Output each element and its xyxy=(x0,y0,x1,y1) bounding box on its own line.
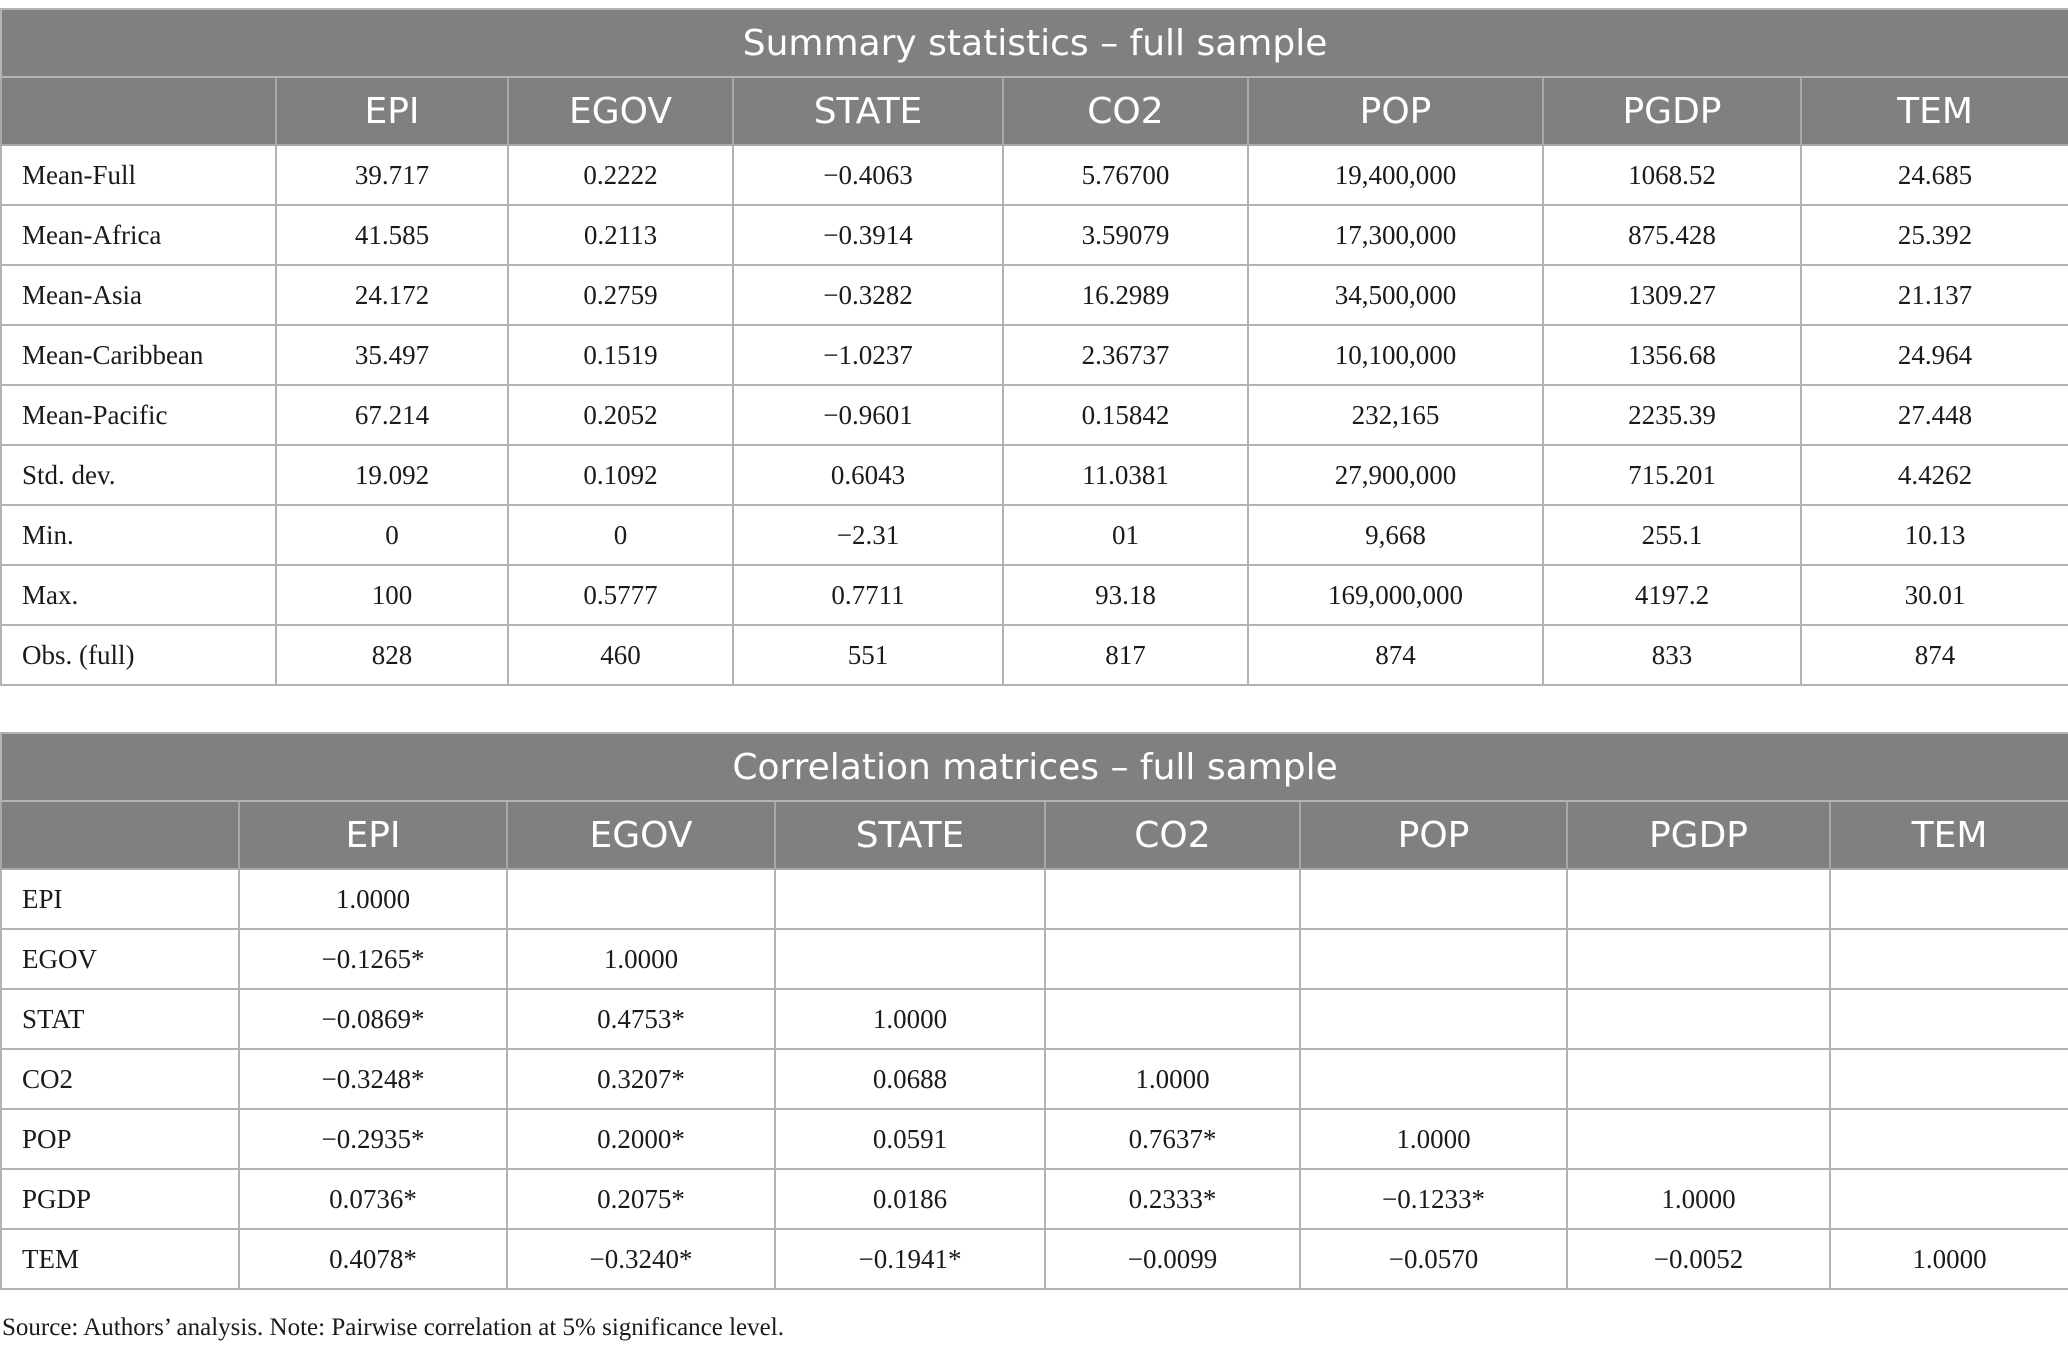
correlation-cell xyxy=(1830,929,2068,989)
correlation-cell: 0.0688 xyxy=(775,1049,1045,1109)
summary-cell: 21.137 xyxy=(1801,265,2068,325)
correlation-column-header xyxy=(1,801,239,869)
correlation-cell: 0.4078* xyxy=(239,1229,507,1289)
summary-row-label: Mean-Africa xyxy=(1,205,276,265)
correlation-cell: 1.0000 xyxy=(239,869,507,929)
summary-cell: 874 xyxy=(1801,625,2068,685)
correlation-cell xyxy=(1830,989,2068,1049)
summary-table-row xyxy=(1,145,2068,205)
correlation-cell: 1.0000 xyxy=(1045,1049,1300,1109)
correlation-table-row xyxy=(1,1049,2068,1109)
summary-cell: 715.201 xyxy=(1543,445,1801,505)
correlation-table-row xyxy=(1,1169,2068,1229)
correlation-cell xyxy=(1567,1109,1830,1169)
summary-column-header: EPI xyxy=(276,77,508,145)
correlation-cell: 0.0591 xyxy=(775,1109,1045,1169)
correlation-row-label: PGDP xyxy=(1,1169,239,1229)
summary-row-label: Mean-Full xyxy=(1,145,276,205)
summary-cell: 24.172 xyxy=(276,265,508,325)
summary-cell: 1309.27 xyxy=(1543,265,1801,325)
summary-row-label: Max. xyxy=(1,565,276,625)
summary-cell: 255.1 xyxy=(1543,505,1801,565)
correlation-cell: −0.0570 xyxy=(1300,1229,1567,1289)
correlation-column-header: POP xyxy=(1300,801,1567,869)
summary-cell: 35.497 xyxy=(276,325,508,385)
summary-cell: 5.76700 xyxy=(1003,145,1248,205)
summary-cell: 874 xyxy=(1248,625,1543,685)
summary-cell: 4197.2 xyxy=(1543,565,1801,625)
correlation-cell xyxy=(1830,869,2068,929)
correlation-cell: −0.0869* xyxy=(239,989,507,1049)
correlation-column-header: TEM xyxy=(1830,801,2068,869)
summary-cell: 2.36737 xyxy=(1003,325,1248,385)
correlation-cell: 0.2333* xyxy=(1045,1169,1300,1229)
correlation-cell xyxy=(1567,989,1830,1049)
correlation-cell xyxy=(775,869,1045,929)
correlation-row-label: EGOV xyxy=(1,929,239,989)
summary-table-row xyxy=(1,625,2068,685)
summary-cell: 2235.39 xyxy=(1543,385,1801,445)
correlation-column-header: STATE xyxy=(775,801,1045,869)
correlation-cell xyxy=(1045,989,1300,1049)
correlation-table-row xyxy=(1,1229,2068,1289)
summary-column-header: TEM xyxy=(1801,77,2068,145)
correlation-cell xyxy=(1300,929,1567,989)
summary-cell: 27.448 xyxy=(1801,385,2068,445)
correlation-cell xyxy=(1567,1049,1830,1109)
summary-row-label: Mean-Caribbean xyxy=(1,325,276,385)
summary-cell: 19.092 xyxy=(276,445,508,505)
summary-cell: −0.3282 xyxy=(733,265,1003,325)
summary-table-row xyxy=(1,325,2068,385)
correlation-table-row xyxy=(1,929,2068,989)
summary-cell: 24.685 xyxy=(1801,145,2068,205)
summary-cell: 10.13 xyxy=(1801,505,2068,565)
summary-cell: 0.2113 xyxy=(508,205,733,265)
correlation-cell: 1.0000 xyxy=(1300,1109,1567,1169)
correlation-cell xyxy=(1830,1049,2068,1109)
summary-cell: 0.6043 xyxy=(733,445,1003,505)
correlation-column-header: EGOV xyxy=(507,801,775,869)
correlation-matrix-table xyxy=(0,732,2068,1290)
summary-cell: 0.2052 xyxy=(508,385,733,445)
summary-cell: 0.2222 xyxy=(508,145,733,205)
summary-cell: 0.5777 xyxy=(508,565,733,625)
summary-cell: 0.2759 xyxy=(508,265,733,325)
summary-cell: 16.2989 xyxy=(1003,265,1248,325)
summary-cell: 0.1092 xyxy=(508,445,733,505)
summary-cell: 67.214 xyxy=(276,385,508,445)
correlation-cell xyxy=(1567,929,1830,989)
correlation-cell xyxy=(1045,869,1300,929)
correlation-column-header: EPI xyxy=(239,801,507,869)
correlation-column-header: CO2 xyxy=(1045,801,1300,869)
summary-cell: 93.18 xyxy=(1003,565,1248,625)
summary-cell: 25.392 xyxy=(1801,205,2068,265)
summary-cell: 460 xyxy=(508,625,733,685)
summary-table-row xyxy=(1,205,2068,265)
summary-cell: 817 xyxy=(1003,625,1248,685)
summary-column-header: EGOV xyxy=(508,77,733,145)
correlation-cell: 1.0000 xyxy=(507,929,775,989)
correlation-cell xyxy=(1300,1049,1567,1109)
correlation-cell: 0.0736* xyxy=(239,1169,507,1229)
summary-row-label: Mean-Pacific xyxy=(1,385,276,445)
summary-cell: −1.0237 xyxy=(733,325,1003,385)
summary-cell: −2.31 xyxy=(733,505,1003,565)
summary-cell: 27,900,000 xyxy=(1248,445,1543,505)
correlation-cell: −0.1265* xyxy=(239,929,507,989)
correlation-row-label: STAT xyxy=(1,989,239,1049)
summary-cell: 30.01 xyxy=(1801,565,2068,625)
summary-cell: 11.0381 xyxy=(1003,445,1248,505)
summary-cell: 0.7711 xyxy=(733,565,1003,625)
correlation-row-label: TEM xyxy=(1,1229,239,1289)
summary-cell: 0.1519 xyxy=(508,325,733,385)
summary-column-header: STATE xyxy=(733,77,1003,145)
summary-cell: 875.428 xyxy=(1543,205,1801,265)
correlation-cell xyxy=(1830,1109,2068,1169)
summary-cell: 24.964 xyxy=(1801,325,2068,385)
correlation-column-header: PGDP xyxy=(1567,801,1830,869)
correlation-cell xyxy=(1567,869,1830,929)
summary-cell: 39.717 xyxy=(276,145,508,205)
summary-table-row xyxy=(1,385,2068,445)
correlation-cell: −0.0052 xyxy=(1567,1229,1830,1289)
summary-cell: −0.3914 xyxy=(733,205,1003,265)
summary-column-header: PGDP xyxy=(1543,77,1801,145)
summary-cell: 19,400,000 xyxy=(1248,145,1543,205)
summary-table-row xyxy=(1,505,2068,565)
summary-row-label: Mean-Asia xyxy=(1,265,276,325)
summary-column-header: CO2 xyxy=(1003,77,1248,145)
correlation-table-title: Correlation matrices – full sample xyxy=(1,733,2068,801)
summary-table-row xyxy=(1,565,2068,625)
source-note: Source: Authors’ analysis. Note: Pairwise correlation at 5% significance level. xyxy=(2,1314,784,1341)
summary-column-header: POP xyxy=(1248,77,1543,145)
correlation-cell: 1.0000 xyxy=(775,989,1045,1049)
correlation-cell: 0.7637* xyxy=(1045,1109,1300,1169)
summary-cell: 17,300,000 xyxy=(1248,205,1543,265)
correlation-table-row xyxy=(1,989,2068,1049)
summary-cell: 0 xyxy=(508,505,733,565)
correlation-cell: 0.2075* xyxy=(507,1169,775,1229)
summary-row-label: Min. xyxy=(1,505,276,565)
correlation-cell: −0.1233* xyxy=(1300,1169,1567,1229)
correlation-table-row xyxy=(1,1109,2068,1169)
summary-cell: 100 xyxy=(276,565,508,625)
correlation-cell: 0.3207* xyxy=(507,1049,775,1109)
summary-cell: 169,000,000 xyxy=(1248,565,1543,625)
correlation-cell: −0.3248* xyxy=(239,1049,507,1109)
summary-cell: 1068.52 xyxy=(1543,145,1801,205)
summary-cell: 9,668 xyxy=(1248,505,1543,565)
correlation-cell: −0.2935* xyxy=(239,1109,507,1169)
correlation-table-row xyxy=(1,869,2068,929)
correlation-cell: −0.3240* xyxy=(507,1229,775,1289)
summary-cell: 10,100,000 xyxy=(1248,325,1543,385)
summary-cell: 828 xyxy=(276,625,508,685)
correlation-cell: 0.4753* xyxy=(507,989,775,1049)
summary-cell: −0.4063 xyxy=(733,145,1003,205)
correlation-cell: 0.0186 xyxy=(775,1169,1045,1229)
correlation-cell xyxy=(507,869,775,929)
summary-cell: 0.15842 xyxy=(1003,385,1248,445)
correlation-cell: 0.2000* xyxy=(507,1109,775,1169)
summary-cell: 34,500,000 xyxy=(1248,265,1543,325)
correlation-cell: −0.0099 xyxy=(1045,1229,1300,1289)
correlation-cell xyxy=(775,929,1045,989)
correlation-row-label: EPI xyxy=(1,869,239,929)
summary-row-label: Std. dev. xyxy=(1,445,276,505)
summary-statistics-table xyxy=(0,8,2068,686)
summary-cell: 833 xyxy=(1543,625,1801,685)
summary-cell: 232,165 xyxy=(1248,385,1543,445)
summary-cell: 551 xyxy=(733,625,1003,685)
correlation-cell xyxy=(1300,869,1567,929)
correlation-cell xyxy=(1830,1169,2068,1229)
summary-cell: 0 xyxy=(276,505,508,565)
summary-cell: 1356.68 xyxy=(1543,325,1801,385)
correlation-cell: 1.0000 xyxy=(1567,1169,1830,1229)
summary-cell: 01 xyxy=(1003,505,1248,565)
summary-cell: −0.9601 xyxy=(733,385,1003,445)
correlation-row-label: CO2 xyxy=(1,1049,239,1109)
correlation-cell xyxy=(1045,929,1300,989)
summary-cell: 4.4262 xyxy=(1801,445,2068,505)
summary-table-row xyxy=(1,445,2068,505)
summary-cell: 3.59079 xyxy=(1003,205,1248,265)
correlation-cell: −0.1941* xyxy=(775,1229,1045,1289)
summary-column-header xyxy=(1,77,276,145)
summary-table-row xyxy=(1,265,2068,325)
correlation-row-label: POP xyxy=(1,1109,239,1169)
correlation-cell xyxy=(1300,989,1567,1049)
correlation-cell: 1.0000 xyxy=(1830,1229,2068,1289)
summary-row-label: Obs. (full) xyxy=(1,625,276,685)
summary-cell: 41.585 xyxy=(276,205,508,265)
summary-table-title: Summary statistics – full sample xyxy=(1,9,2068,77)
